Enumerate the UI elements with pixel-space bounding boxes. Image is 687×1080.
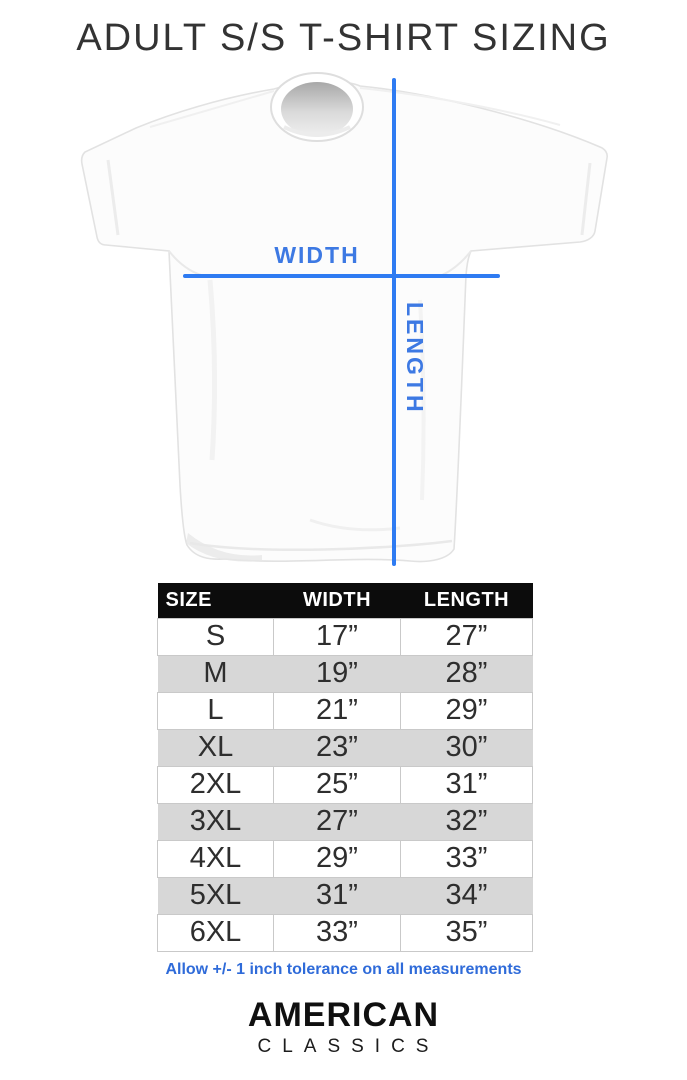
brand-name-american: AMERICAN <box>247 996 440 1034</box>
table-row <box>158 766 533 803</box>
length-cell: 32” <box>401 803 533 840</box>
table-row <box>158 840 533 877</box>
width-cell: 33” <box>274 914 401 951</box>
width-cell: 23” <box>274 729 401 766</box>
brand-logo <box>0 996 687 1058</box>
table-header-row <box>158 583 533 618</box>
header-width: WIDTH <box>274 583 401 618</box>
header-length: LENGTH <box>401 583 533 618</box>
tshirt-body <box>82 82 608 562</box>
size-cell: 3XL <box>158 803 274 840</box>
brand-name-classics: CLASSICS <box>257 1036 440 1057</box>
width-cell: 31” <box>274 877 401 914</box>
table-row <box>158 877 533 914</box>
width-measure-line <box>183 274 500 278</box>
width-cell: 29” <box>274 840 401 877</box>
table-row <box>158 729 533 766</box>
table-row <box>158 914 533 951</box>
size-cell: XL <box>158 729 274 766</box>
size-cell: L <box>158 692 274 729</box>
tolerance-note: Allow +/- 1 inch tolerance on all measurements <box>165 961 522 978</box>
width-cell: 21” <box>274 692 401 729</box>
size-cell: 5XL <box>158 877 274 914</box>
length-cell: 30” <box>401 729 533 766</box>
table-row <box>158 803 533 840</box>
size-cell: S <box>158 618 274 655</box>
width-cell: 17” <box>274 618 401 655</box>
width-label: WIDTH <box>274 242 360 268</box>
table-row <box>158 655 533 692</box>
width-cell: 19” <box>274 655 401 692</box>
width-cell: 25” <box>274 766 401 803</box>
page-title: ADULT S/S T-SHIRT SIZING <box>76 17 611 59</box>
tshirt-image <box>60 65 630 570</box>
header-size: SIZE <box>158 583 274 618</box>
length-cell: 29” <box>401 692 533 729</box>
size-cell: 4XL <box>158 840 274 877</box>
size-cell: 2XL <box>158 766 274 803</box>
length-cell: 27” <box>401 618 533 655</box>
size-cell: M <box>158 655 274 692</box>
length-cell: 35” <box>401 914 533 951</box>
length-measure-line <box>392 78 396 566</box>
length-cell: 31” <box>401 766 533 803</box>
length-cell: 28” <box>401 655 533 692</box>
length-cell: 33” <box>401 840 533 877</box>
table-row <box>158 692 533 729</box>
width-cell: 27” <box>274 803 401 840</box>
size-table <box>157 583 533 952</box>
table-row <box>158 618 533 655</box>
size-cell: 6XL <box>158 914 274 951</box>
length-cell: 34” <box>401 877 533 914</box>
length-label: LENGTH <box>402 302 428 415</box>
